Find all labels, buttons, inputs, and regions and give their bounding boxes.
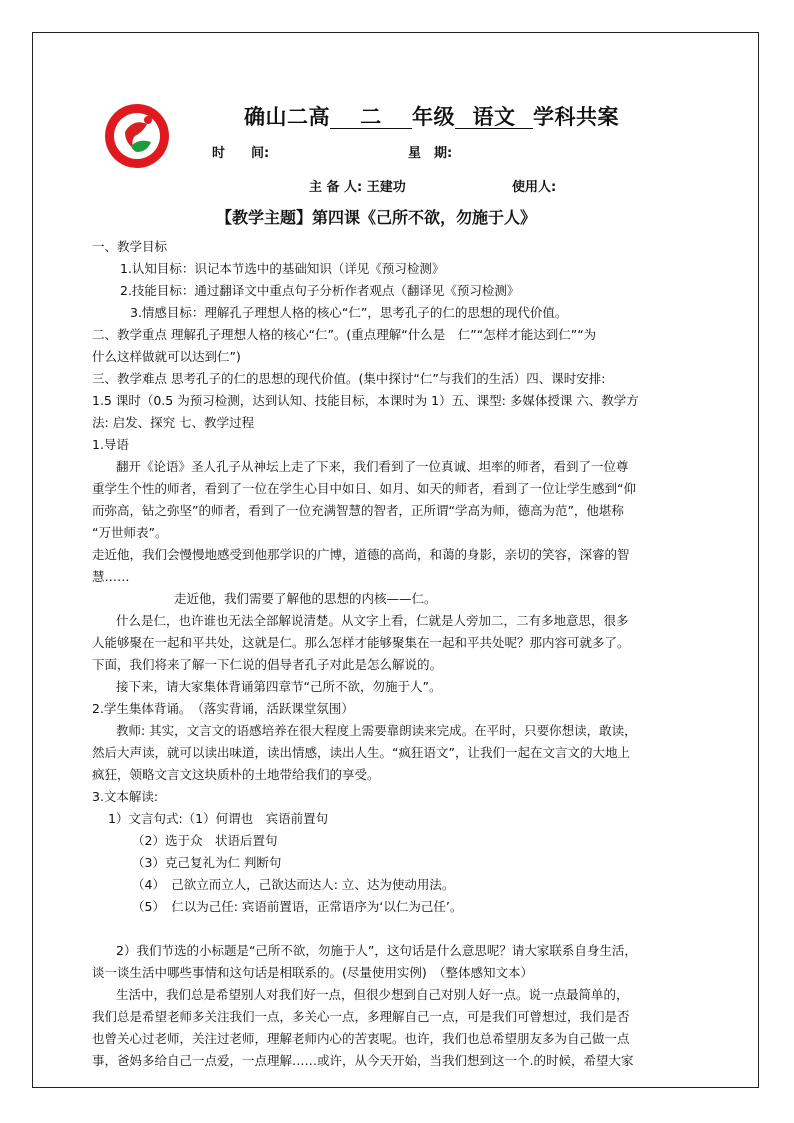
body-line: 2.学生集体背诵。 （落实背诵，活跃课堂氛围）	[92, 701, 354, 716]
lesson-theme: 【教学主题】第四课《己所不欲，勿施于人》	[216, 208, 537, 227]
body-line: （4） 己欲立而立人，己欲达而达人: 立、达为使动用法。	[132, 877, 455, 892]
grade-suffix: 年级	[412, 105, 455, 129]
document-title	[244, 101, 619, 131]
body-line: 我们总是希望老师多关注我们一点，多关心一点，多理解自己一点，可是我们可曾想过，我们是否	[92, 1009, 630, 1024]
body-line: 三、教学难点 思考孔子的仁的思想的现代价值。(集中探讨“仁”与我们的生活）四、课时安排:	[92, 371, 606, 386]
school-name: 确山二高	[244, 105, 330, 129]
body-line: 也曾关心过老师，关注过老师，理解老师内心的苦衷呢。也许，我们也总希望朋友多为自己做一点	[92, 1031, 630, 1046]
body-line: 慧……	[92, 569, 130, 584]
body-line: 而弥高，钻之弥坚”的师者，看到了一位充满智慧的智者，正所谓“学高为师，德高为范”，他堪称	[92, 503, 624, 518]
user-label: 使用人:	[512, 180, 557, 195]
subject-suffix: 学科共案	[533, 105, 619, 129]
body-line: 1.导语	[92, 437, 129, 452]
body-line: 走近他，我们需要了解他的思想的内核——仁。	[174, 591, 437, 606]
body-line: 接下来，请大家集体背诵第四章节“己所不欲，勿施于人”。	[116, 679, 442, 694]
body-line: 3.文本解读:	[92, 789, 159, 804]
body-line	[92, 918, 702, 940]
body-line: 一、教学目标	[92, 239, 168, 254]
body-line: （5） 仁以为己任: 宾语前置语，正常语序为‘以仁为己任’。	[132, 899, 463, 914]
body-line: 下面，我们将来了解一下仁说的倡导者孔子对此是怎么解说的。	[92, 657, 443, 672]
body-line: 生活中，我们总是希望别人对我们好一点，但很少想到自己对别人好一点。说一点最简单的，	[116, 987, 629, 1002]
body-line: 重学生个性的师者，看到了一位在学生心目中如日、如月、如天的师者，看到了一位让学生感到“仰	[92, 481, 636, 496]
body-line: 人能够聚在一起和平共处，这就是仁。那么怎样才能够聚集在一起和平共处呢？那内容可就多了。	[92, 635, 630, 650]
lesson-body	[92, 236, 702, 1072]
body-line: （3）克己复礼为仁 判断句	[132, 855, 282, 870]
time-label: 时 间:	[212, 146, 270, 161]
body-line: 走近他，我们会慢慢地感受到他那学识的广博，道德的高尚，和蔼的身影，亲切的笑容，深睿的智	[92, 547, 630, 562]
body-line: 2.技能目标：通过翻译文中重点句子分析作者观点（翻译见《预习检测》	[120, 283, 520, 298]
body-line: 1.认知目标：识记本节选中的基础知识（详见《预习检测》	[120, 261, 445, 276]
body-line: 3.情感目标：理解孔子理想人格的核心“仁”，思考孔子的仁的思想的现代价值。	[130, 305, 568, 320]
body-line: 1.5 课时（0.5 为预习检测，达到认知、技能目标，本课时为 1）五、课型: 多媒体授课 六、教学方	[92, 393, 639, 408]
body-line: 谈一谈生活中哪些事情和这句话是相联系的。(尽量使用实例) （整体感知文本）	[92, 965, 534, 980]
body-line: 二、教学重点 理解孔子理想人格的核心“仁”。(重点理解“什么是 仁”“怎样才能达到仁”“为	[92, 327, 597, 342]
body-line: 然后大声读，就可以读出味道，读出情感，读出人生。“疯狂语文”，让我们一起在文言文的大地上	[92, 745, 630, 760]
body-line: （2）选于众 状语后置句	[132, 833, 278, 848]
body-line: 教师: 其实，文言文的语感培养在很大程度上需要靠朗读来完成。在平时，只要你想读，敢读，	[116, 723, 637, 738]
week-label: 星 期:	[408, 146, 453, 161]
body-line: 翻开《论语》圣人孔子从神坛上走了下来，我们看到了一位真诚、坦率的师者，看到了一位尊	[116, 459, 629, 474]
body-line: 法: 启发、探究 七、教学过程	[92, 415, 255, 430]
grade-field: 二	[330, 106, 412, 129]
body-line: “万世师表”。	[92, 525, 168, 540]
body-line: 疯狂，领略文言文这块质朴的土地带给我们的享受。	[92, 767, 380, 782]
subject-field: 语文	[455, 106, 533, 129]
body-line: 1）文言句式:（1）何谓也 宾语前置句	[108, 811, 329, 826]
preparer-label: 主 备 人: 王建功	[309, 180, 406, 195]
body-line: 2）我们节选的小标题是“己所不欲，勿施于人”，这句话是什么意思呢？请大家联系自身生活，	[116, 943, 637, 958]
body-line: 什么是仁，也许谁也无法全部解说清楚。从文字上看，仁就是人旁加二，二有多地意思，很多	[116, 613, 629, 628]
school-logo	[103, 102, 171, 170]
body-line: 事，爸妈多给自己一点爱，一点理解……或许，从今天开始，当我们想到这一个.的时候，希望大家	[92, 1053, 634, 1068]
body-line: 什么这样做就可以达到仁”)	[92, 349, 241, 364]
